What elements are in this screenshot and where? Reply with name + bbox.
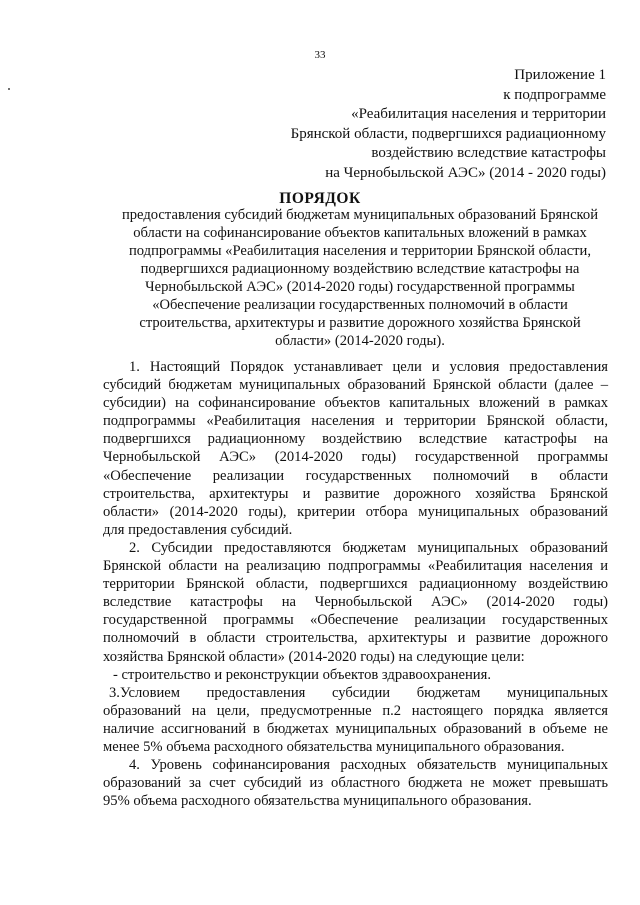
paragraph-line: подвергшихся радиационному воздействию вследствие катастрофы на <box>103 431 608 448</box>
paragraph-line: 95% объема расходного обязательства муниципального образования. <box>103 793 532 810</box>
page-number: 33 <box>314 49 326 61</box>
paragraph-line: полномочий в области строительства, архитектуры и развитие дорожного <box>103 630 608 647</box>
subtitle-line: области» (2014-2020 годы). <box>275 333 445 349</box>
appendix-line: на Чернобыльской АЭС» (2014 - 2020 годы) <box>325 164 606 181</box>
paragraph-line: менее 5% объема расходного обязательства муниципального образования. <box>103 738 565 755</box>
scan-speck <box>8 88 10 90</box>
paragraph-line: наличие ассигнований в бюджетах муниципальных образований в объеме не <box>103 720 608 737</box>
appendix-line: Приложение 1 <box>514 67 606 83</box>
subtitle-line: строительства, архитектуры и развитие дорожного хозяйства Брянской <box>139 315 581 331</box>
paragraph-line: «Обеспечение реализации государственных полномочий в области <box>103 467 608 484</box>
document-title: ПОРЯДОК <box>279 190 361 207</box>
paragraph-line: области» (2014-2020 годы), критерии отбора муниципальных образований <box>103 503 608 520</box>
paragraph-line: государственной программы «Обеспечение реализации государственных <box>103 612 608 629</box>
paragraph-line: хозяйства Брянской области» (2014-2020 годы) на следующие цели: <box>103 648 525 665</box>
document-body <box>103 358 608 810</box>
paragraph-line: 3.Условием предоставления субсидии бюджетам муниципальных <box>109 684 608 701</box>
paragraph-line: субсидии) на софинансирование объектов капитальных вложений в рамках <box>103 395 608 412</box>
paragraph-line: строительства, архитектуры и развитие дорожного хозяйства Брянской <box>103 485 608 502</box>
paragraph-line: вследствие катастрофы на Чернобыльской АЭС» (2014-2020 годы) <box>103 594 608 611</box>
paragraph-list-item <box>103 666 608 684</box>
paragraph-4 <box>103 756 608 810</box>
paragraph-1 <box>103 358 608 539</box>
subtitle-line: предоставления субсидий бюджетам муниципальных образований Брянской <box>121 207 599 223</box>
subtitle-line: Чернобыльской АЭС» (2014-2020 годы) государственной программы <box>145 279 575 295</box>
appendix-line: Брянской области, подвергшихся радиационному <box>290 125 606 142</box>
paragraph-line: Брянской области на реализацию подпрограммы «Реабилитация населения и <box>103 558 608 575</box>
paragraph-line: образований за счет субсидий из областного бюджета не может превышать <box>103 775 608 792</box>
paragraph-line: для предоставления субсидий. <box>103 521 293 538</box>
paragraph-line: подпрограммы «Реабилитация населения и территории Брянской области, <box>103 413 608 430</box>
appendix-header <box>291 66 606 183</box>
paragraph-line: территории Брянской области, подвергшихся радиационному воздействию <box>103 576 608 593</box>
paragraph-line: Чернобыльской АЭС» (2014-2020 годы) государственной программы <box>103 449 608 466</box>
paragraph-line: 2. Субсидии предоставляются бюджетам муниципальных образований <box>129 539 608 556</box>
subtitle-line: подпрограммы «Реабилитация населения и территории Брянской области, <box>128 243 592 259</box>
paragraph-line: образований на цели, предусмотренные п.2 настоящего порядка является <box>103 702 608 719</box>
subtitle-line: области на софинансирование объектов капитальных вложений в рамках <box>133 225 587 241</box>
appendix-line: воздействию вследствие катастрофы <box>371 145 606 161</box>
subtitle-line: подвергшихся радиационному воздействию вследствие катастрофы на <box>140 261 580 277</box>
appendix-line: «Реабилитация населения и территории <box>351 106 606 122</box>
document-subtitle <box>100 206 620 350</box>
paragraph-line: субсидий бюджетам муниципальных образований Брянской области (далее – <box>103 377 608 394</box>
paragraph-line: - строительство и реконструкции объектов здравоохранения. <box>113 666 491 683</box>
appendix-line: к подпрограмме <box>503 86 606 103</box>
paragraph-line: 4. Уровень софинансирования расходных обязательств муниципальных <box>129 757 608 774</box>
paragraph-3 <box>103 684 608 756</box>
paragraph-line: 1. Настоящий Порядок устанавливает цели и условия предоставления <box>129 359 608 375</box>
paragraph-2 <box>103 539 608 666</box>
subtitle-line: «Обеспечение реализации государственных полномочий в области <box>152 297 568 313</box>
